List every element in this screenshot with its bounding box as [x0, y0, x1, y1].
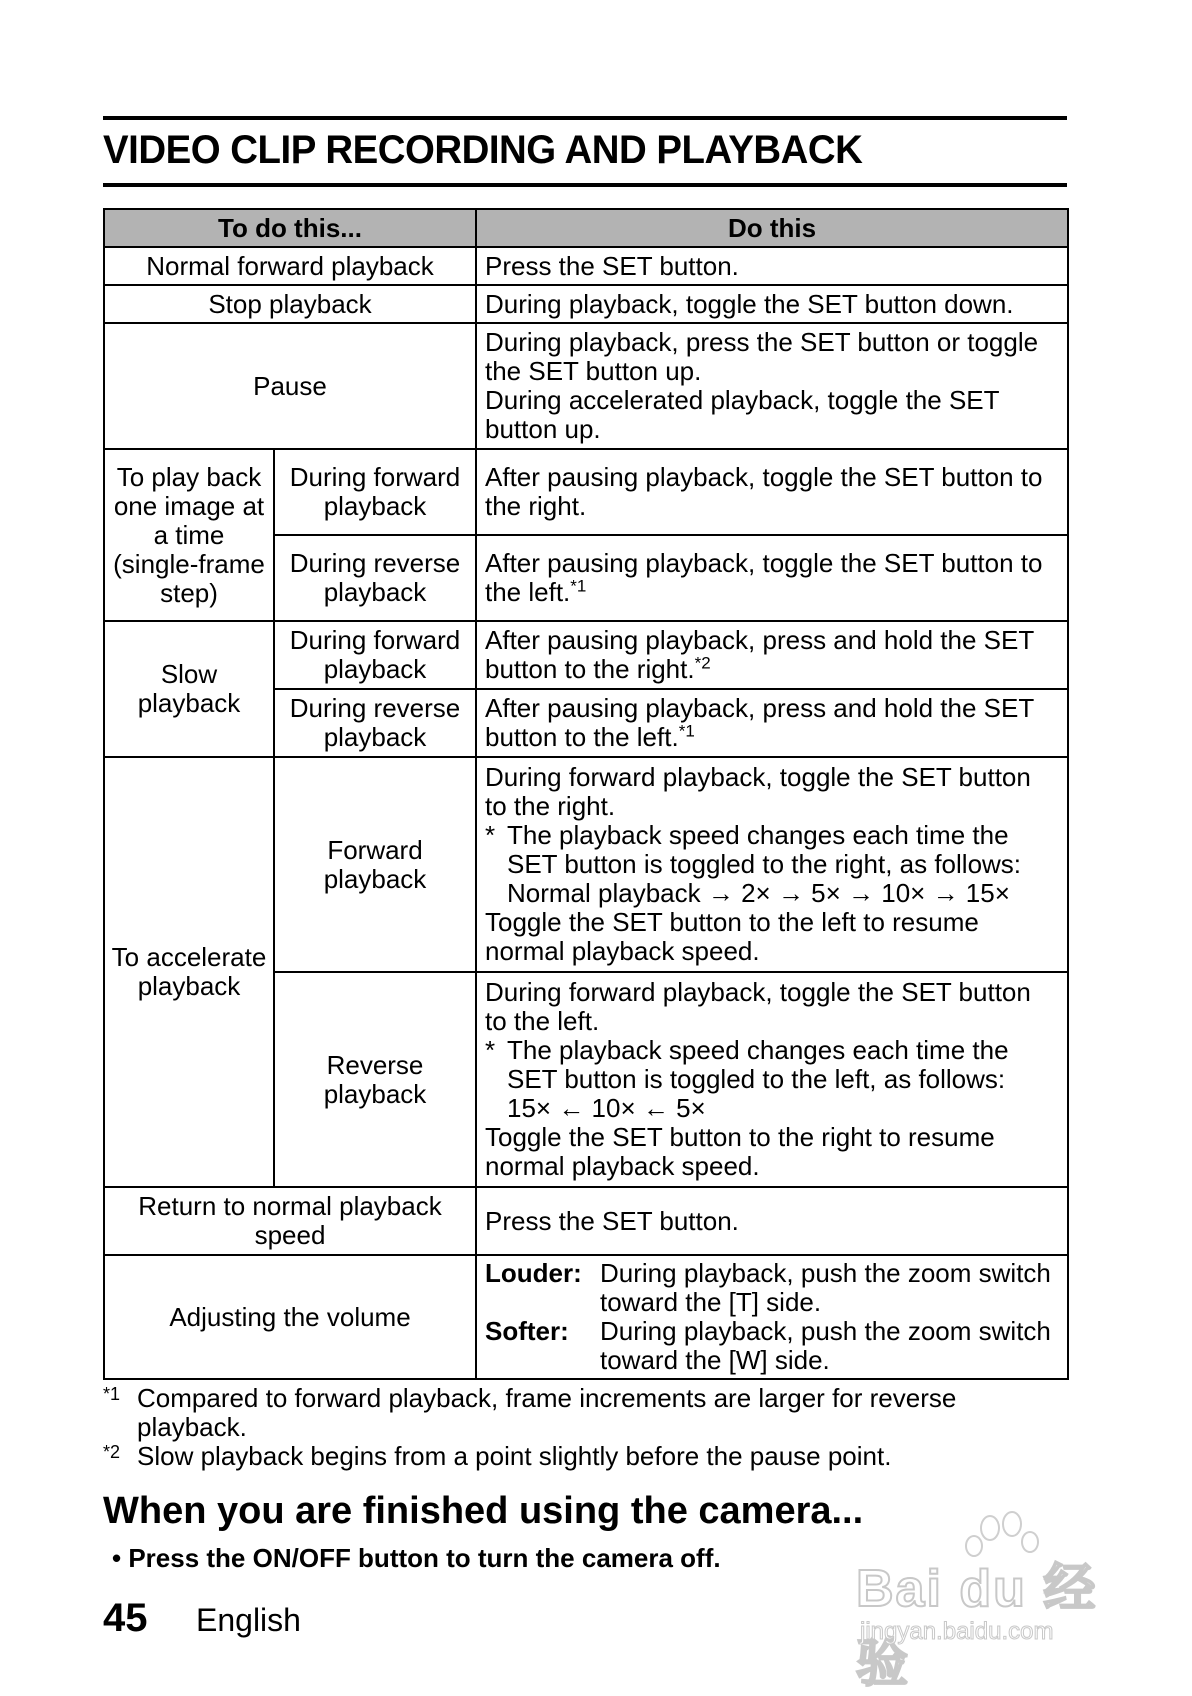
sub-action-cell: During reverse playback: [274, 689, 476, 757]
instruction-text: During playback, press the SET button or toggle the SET button up.: [485, 327, 1039, 386]
page-title: VIDEO CLIP RECORDING AND PLAYBACK: [103, 128, 863, 172]
table-row: [104, 449, 1068, 535]
instruction-text: After pausing playback, press and hold the SET button to the right.: [485, 625, 1034, 684]
instruction-text: Toggle the SET button to the left to resume normal playback speed.: [485, 907, 979, 966]
action-cell: To play back one image at a time (single-frame step): [104, 449, 274, 621]
action-cell: Pause: [104, 323, 476, 449]
footnote-ref: *1: [570, 576, 587, 596]
instruction-cell: [476, 689, 1068, 757]
column-header-instruction: Do this: [476, 209, 1068, 247]
watermark-url: jingyan.baidu.com: [860, 1618, 1054, 1645]
speed-note: * The playback speed changes each time the SET button is toggled to the left, as follows:: [485, 1035, 1009, 1094]
instruction-text: During accelerated playback, toggle the SET button up.: [485, 385, 1000, 444]
action-cell: Adjusting the volume: [104, 1255, 476, 1379]
column-header-action: To do this...: [104, 209, 476, 247]
footnotes: [103, 1384, 1073, 1471]
instruction-cell: [476, 972, 1068, 1187]
speed-sequence: Normal playback → 2× → 5× → 10× → 15×: [507, 878, 1010, 908]
footnote: [103, 1442, 1073, 1471]
speed-note: * The playback speed changes each time the SET button is toggled to the right, as follows:: [485, 820, 1022, 879]
louder-label: Louder:: [485, 1258, 582, 1288]
section-heading: When you are finished using the camera...: [103, 1490, 864, 1532]
instruction-cell: After pausing playback, toggle the SET button to the right.: [476, 449, 1068, 535]
footnote-text: Compared to forward playback, frame increments are larger for reverse playback.: [137, 1383, 957, 1442]
action-cell: Stop playback: [104, 285, 476, 323]
playback-operations-table: [103, 208, 1069, 1380]
softer-text: During playback, push the zoom switch toward the [W] side.: [600, 1316, 1051, 1375]
footnote-ref: *1: [678, 721, 695, 741]
sub-action-cell: During reverse playback: [274, 535, 476, 621]
instruction-cell: [476, 323, 1068, 449]
instruction-text: After pausing playback, press and hold the SET button to the left.: [485, 693, 1034, 752]
speed-sequence: 15× ← 10× ← 5×: [507, 1093, 706, 1123]
action-cell: Slow playback: [104, 621, 274, 757]
softer-label: Softer:: [485, 1316, 569, 1346]
table-row: [104, 1187, 1068, 1255]
footnote-mark: *2: [103, 1442, 121, 1462]
instruction-text: Toggle the SET button to the right to resume normal playback speed.: [485, 1122, 995, 1181]
page-language: English: [196, 1602, 301, 1638]
table-row: [104, 757, 1068, 972]
volume-instructions: [485, 1259, 1059, 1375]
footnote-mark: *1: [103, 1384, 121, 1404]
table-row: [104, 1255, 1068, 1379]
instruction-cell: During playback, toggle the SET button down.: [476, 285, 1068, 323]
instruction-text: During forward playback, toggle the SET button to the right.: [485, 762, 1031, 821]
sub-action-cell: During forward playback: [274, 449, 476, 535]
instruction-cell: [476, 1255, 1068, 1379]
table-row: [104, 323, 1068, 449]
action-cell: Normal forward playback: [104, 247, 476, 285]
watermark-brand: Bai du 经验: [856, 1560, 1098, 1693]
instruction-cell: [476, 535, 1068, 621]
sub-action-cell: During forward playback: [274, 621, 476, 689]
top-rule: [103, 116, 1067, 120]
instruction-cell: [476, 757, 1068, 972]
action-cell: To accelerate playback: [104, 757, 274, 1187]
footnote-ref: *2: [694, 653, 711, 673]
instruction-text: During forward playback, toggle the SET button to the left.: [485, 977, 1031, 1036]
action-cell: Return to normal playback speed: [104, 1187, 476, 1255]
instruction-cell: Press the SET button.: [476, 1187, 1068, 1255]
title-underline: [103, 183, 1067, 187]
instruction-cell: [476, 621, 1068, 689]
table-row: [104, 285, 1068, 323]
instruction-cell: Press the SET button.: [476, 247, 1068, 285]
instruction-text: After pausing playback, toggle the SET button to the left.: [485, 548, 1043, 607]
table-header-row: [104, 209, 1068, 247]
louder-text: During playback, push the zoom switch toward the [T] side.: [600, 1258, 1051, 1317]
bullet-item: • Press the ON/OFF button to turn the camera off.: [112, 1543, 721, 1573]
page-number: 45: [103, 1596, 148, 1640]
footnote: [103, 1384, 1073, 1442]
bullet-dot-icon: •: [112, 1543, 129, 1573]
sub-action-cell: Forward playback: [274, 757, 476, 972]
table-row: [104, 247, 1068, 285]
sub-action-cell: Reverse playback: [274, 972, 476, 1187]
baidu-watermark: [850, 1510, 1150, 1693]
footnote-text: Slow playback begins from a point slightly before the pause point.: [137, 1441, 892, 1471]
table-row: [104, 621, 1068, 689]
